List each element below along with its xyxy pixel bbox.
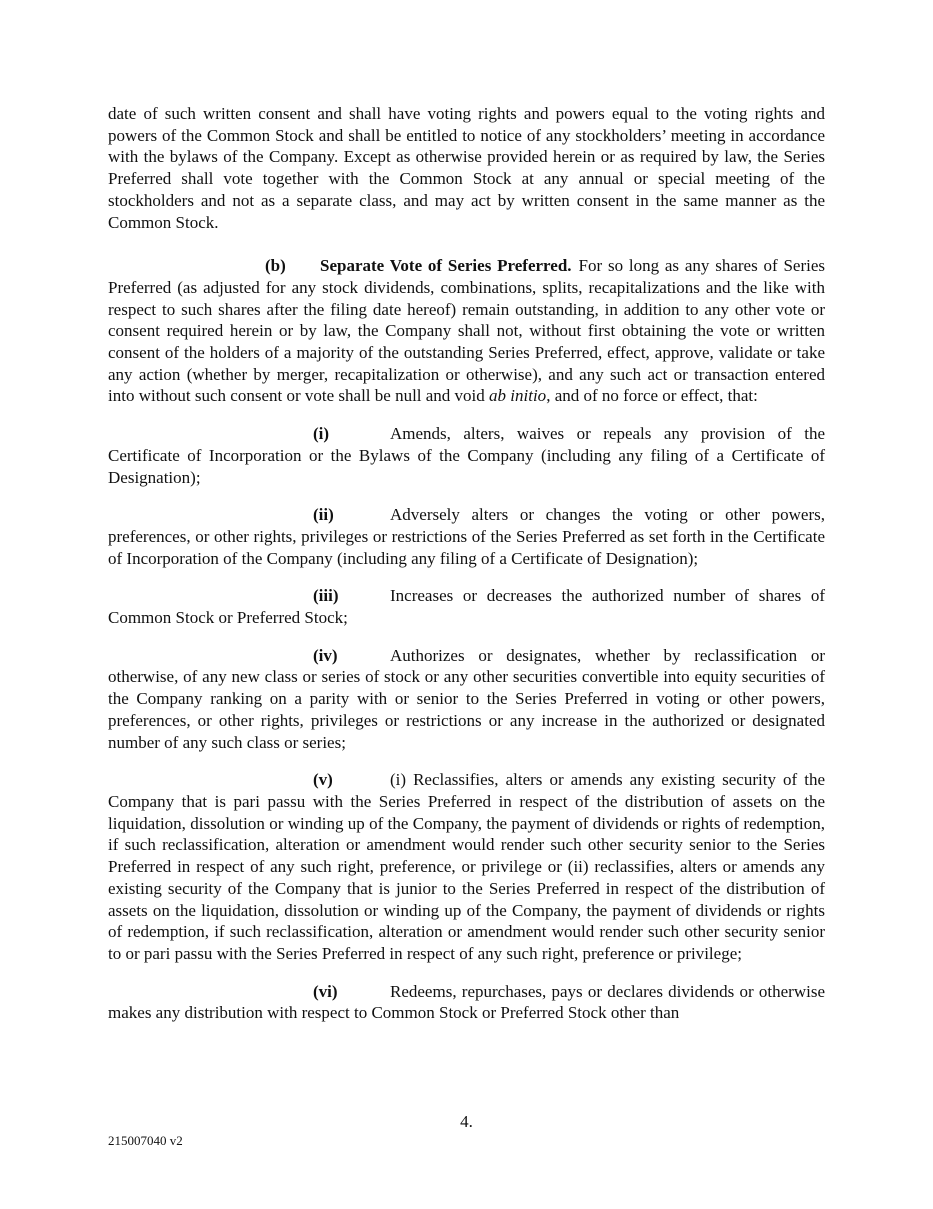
document-id-footer: 215007040 v2 [108,1133,183,1148]
section-b-heading: Separate Vote of Series Preferred. [320,256,572,276]
section-b-body-end: , and of no force or effect, that: [546,386,758,406]
clause-text: Increases or decreases the authorized number of shares of Common Stock or Preferred Stock; [108,586,825,628]
section-b-italic-phrase: ab initio [489,386,547,406]
clause-item-ii [108,504,825,569]
clause-text: Amends, alters, waives or repeals any provision of the Certificate of Incorporation or the Bylaws of the Company (including any filing of a Certificate of Designation); [108,424,825,487]
section-b-label: (b) [265,256,286,276]
clause-label: (v) [313,770,333,790]
clause-text: Authorizes or designates, whether by reclassification or otherwise, of any new class or series of stock or any other securities convertible into equity securities of the Company ranking on a parity with or senior to the Series Preferred in voting or other powers, preferences, or other rights, privileges or restrictions or any increase in the authorized or designated number of any such class or series; [108,645,825,752]
section-b-body: For so long as any shares of Series Preferred (as adjusted for any stock dividends, combinations, splits, recapitalizations and the like with respect to such shares after the filing date hereof) remain outstanding, in addition to any other vote or consent required herein or by law, the Company shall not, without first obtaining the vote or written consent of the holders of a majority of the outstanding Series Preferred, effect, approve, validate or take any action (whether by merger, recapitalization or otherwise), and any such act or transaction entered into without such consent or vote shall be null and void [108,256,825,406]
clause-label: (iv) [313,645,338,665]
clause-label: (iii) [313,586,339,606]
page-body [108,103,825,1024]
clause-label: (vi) [313,981,338,1001]
continuation-paragraph: date of such written consent and shall have voting rights and powers equal to the voting rights and powers of the Common Stock and shall be entitled to notice of any stockholders’ meeting in accordance with the bylaws of the Company. Except as otherwise provided herein or as required by law, the Series Preferred shall vote together with the Common Stock at any annual or special meeting of the stockholders and not as a separate class, and may act by written consent in the same manner as the Common Stock. [108,104,825,232]
clause-item-vi [108,981,825,1024]
clause-text: Redeems, repurchases, pays or declares dividends or otherwise makes any distribution with respect to Common Stock or Preferred Stock other than [108,981,825,1023]
clause-item-iii [108,585,825,628]
clause-text: Adversely alters or changes the voting or other powers, preferences, or other rights, privileges or restrictions of the Series Preferred as set forth in the Certificate of Incorporation of the Company (including any filing of a Certificate of Designation); [108,505,825,568]
page-number: 4. [460,1112,473,1131]
clause-item-iv [108,645,825,754]
clause-label: (i) [313,424,330,444]
clause-item-v [108,769,825,964]
clause-item-i [108,423,825,488]
section-b-paragraph [108,255,825,407]
clause-text: (i) Reclassifies, alters or amends any existing security of the Company that is pari passu with the Series Preferred in respect of the distribution of assets on the liquidation, dissolution or winding up of the Company, the payment of dividends or rights of redemption, if such reclassification, alteration or amendment would render such other security senior to the Series Preferred in respect of any such right, preference, or privilege or (ii) reclassifies, alters or amends any existing security of the Company that is junior to the Series Preferred in respect of the distribution of assets on the liquidation, dissolution or winding up of the Company, the payment of dividends or rights of redemption, if such reclassification, alteration or amendment would render such other security senior to or pari passu with the Series Preferred in respect of any such right, preference or privilege; [108,770,825,963]
clause-label: (ii) [313,505,334,525]
